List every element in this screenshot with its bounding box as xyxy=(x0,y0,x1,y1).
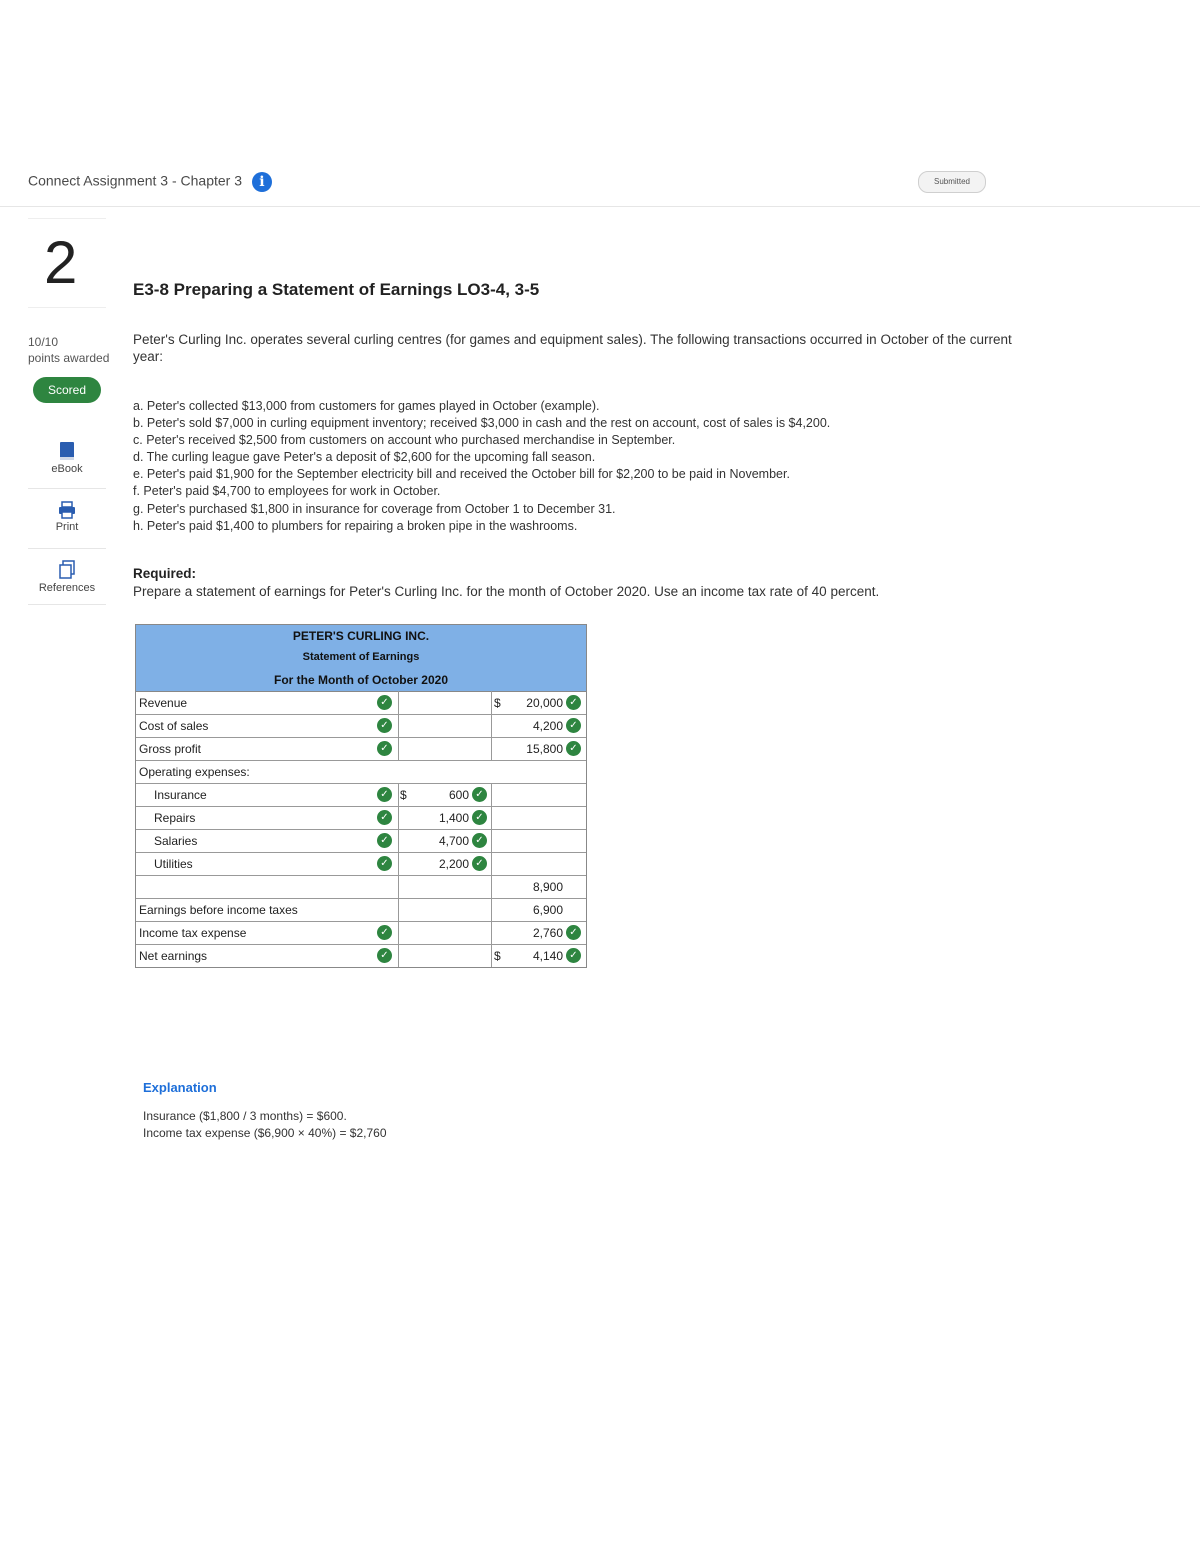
company-name: PETER'S CURLING INC. xyxy=(292,629,430,643)
revenue-value: 20,000 xyxy=(526,696,563,710)
income-tax-label: Income tax expense xyxy=(139,926,247,940)
required-label: Required: xyxy=(133,566,197,581)
earnings-before-taxes-label: Earnings before income taxes xyxy=(139,903,298,917)
table-row xyxy=(136,899,586,922)
salaries-label: Salaries xyxy=(154,834,198,848)
check-icon: ✓ xyxy=(377,718,392,733)
list-item: d. The curling league gave Peter's a deposit of $2,600 for the upcoming fall season. xyxy=(133,450,596,465)
list-item: c. Peter's received $2,500 from customers on account who purchased merchandise in September. xyxy=(133,433,676,448)
list-item: h. Peter's paid $1,400 to plumbers for repairing a broken pipe in the washrooms. xyxy=(133,518,578,533)
check-icon: ✓ xyxy=(377,948,392,963)
table-row xyxy=(136,738,586,761)
repairs-label: Repairs xyxy=(154,811,196,825)
statement-title: Statement of Earnings xyxy=(302,651,420,663)
cost-of-sales-value: 4,200 xyxy=(532,719,563,733)
check-icon: ✓ xyxy=(377,695,392,710)
revenue-label: Revenue xyxy=(139,696,188,710)
check-icon: ✓ xyxy=(566,948,581,963)
print-button[interactable] xyxy=(28,501,106,533)
print-label: Print xyxy=(55,521,79,533)
check-icon: ✓ xyxy=(377,856,392,871)
table-row xyxy=(136,945,586,967)
check-icon: ✓ xyxy=(472,856,487,871)
currency-symbol: $ xyxy=(494,696,501,710)
earnings-before-taxes-value: 6,900 xyxy=(532,903,563,917)
book-icon xyxy=(59,441,75,461)
list-item: g. Peter's purchased $1,800 in insurance for coverage from October 1 to December 31. xyxy=(133,501,616,516)
insurance-value: 600 xyxy=(448,788,469,802)
required-text: Prepare a statement of earnings for Peter's Curling Inc. for the month of October 2020. Use an income tax rate of 40 percent. xyxy=(133,584,880,599)
scored-badge: Scored xyxy=(33,377,101,403)
total-operating-expenses-value: 8,900 xyxy=(532,880,563,894)
net-earnings-label: Net earnings xyxy=(139,949,208,963)
gross-profit-value: 15,800 xyxy=(526,742,563,756)
transaction-list xyxy=(133,398,1033,535)
table-row xyxy=(136,784,586,807)
check-icon: ✓ xyxy=(566,741,581,756)
check-icon: ✓ xyxy=(377,810,392,825)
statement-table xyxy=(135,624,587,968)
insurance-label: Insurance xyxy=(154,788,207,802)
info-icon[interactable]: i xyxy=(252,172,272,192)
status-badge: Submitted xyxy=(918,171,986,193)
check-icon: ✓ xyxy=(377,787,392,802)
references-label: References xyxy=(38,582,96,594)
repairs-value: 1,400 xyxy=(438,811,469,825)
ebook-button[interactable] xyxy=(28,441,106,475)
sidebar-divider xyxy=(28,548,106,549)
income-tax-value: 2,760 xyxy=(532,926,563,940)
check-icon: ✓ xyxy=(566,925,581,940)
points-label: points awarded xyxy=(28,351,110,365)
table-row xyxy=(136,715,586,738)
table-row xyxy=(136,830,586,853)
statement-period: For the Month of October 2020 xyxy=(273,673,448,687)
references-icon xyxy=(58,560,76,580)
salaries-value: 4,700 xyxy=(438,834,469,848)
utilities-label: Utilities xyxy=(154,857,193,871)
question-heading: E3-8 Preparing a Statement of Earnings LO3-4, 3-5 xyxy=(133,280,540,299)
ebook-label: eBook xyxy=(51,463,83,475)
table-row xyxy=(136,922,586,945)
check-icon: ✓ xyxy=(377,741,392,756)
print-icon xyxy=(58,501,76,519)
utilities-value: 2,200 xyxy=(438,857,469,871)
check-icon: ✓ xyxy=(566,695,581,710)
list-item: b. Peter's sold $7,000 in curling equipment inventory; received $3,000 in cash and the rest on account, cost of sales is $4,200. xyxy=(133,416,831,431)
assignment-title-text: Connect Assignment 3 - Chapter 3 xyxy=(28,172,243,189)
operating-expenses-label: Operating expenses: xyxy=(139,765,250,779)
list-item: f. Peter's paid $4,700 to employees for work in October. xyxy=(133,484,441,499)
explanation-title: Explanation xyxy=(143,1080,217,1095)
assignment-title xyxy=(28,172,272,192)
net-earnings-value: 4,140 xyxy=(532,949,563,963)
points-score: 10/10 xyxy=(28,335,59,349)
list-item: e. Peter's paid $1,900 for the September electricity bill and received the October bill for $2,200 to be paid in November. xyxy=(133,467,790,482)
table-row xyxy=(136,853,586,876)
gross-profit-label: Gross profit xyxy=(139,742,202,756)
check-icon: ✓ xyxy=(472,787,487,802)
sidebar-divider xyxy=(28,488,106,489)
cost-of-sales-label: Cost of sales xyxy=(139,719,209,733)
question-intro: Peter's Curling Inc. operates several curling centres (for games and equipment sales). The following transactions occurred in October of the current year: xyxy=(133,332,1012,364)
check-icon: ✓ xyxy=(566,718,581,733)
table-row xyxy=(136,761,586,784)
list-item: a. Peter's collected $13,000 from customers for games played in October (example). xyxy=(133,399,600,413)
statement-header xyxy=(136,625,586,692)
explanation-line: Income tax expense ($6,900 × 40%) = $2,760 xyxy=(143,1126,387,1140)
question-number: 2 xyxy=(44,229,78,296)
currency-symbol: $ xyxy=(400,788,407,802)
check-icon: ✓ xyxy=(377,833,392,848)
sidebar-divider xyxy=(28,604,106,605)
explanation-line: Insurance ($1,800 / 3 months) = $600. xyxy=(143,1109,347,1123)
table-row xyxy=(136,807,586,830)
table-row xyxy=(136,692,586,715)
table-row xyxy=(136,876,586,899)
references-button[interactable] xyxy=(28,560,106,594)
check-icon: ✓ xyxy=(472,833,487,848)
currency-symbol: $ xyxy=(494,949,501,963)
points-awarded xyxy=(28,334,109,366)
check-icon: ✓ xyxy=(472,810,487,825)
check-icon: ✓ xyxy=(377,925,392,940)
